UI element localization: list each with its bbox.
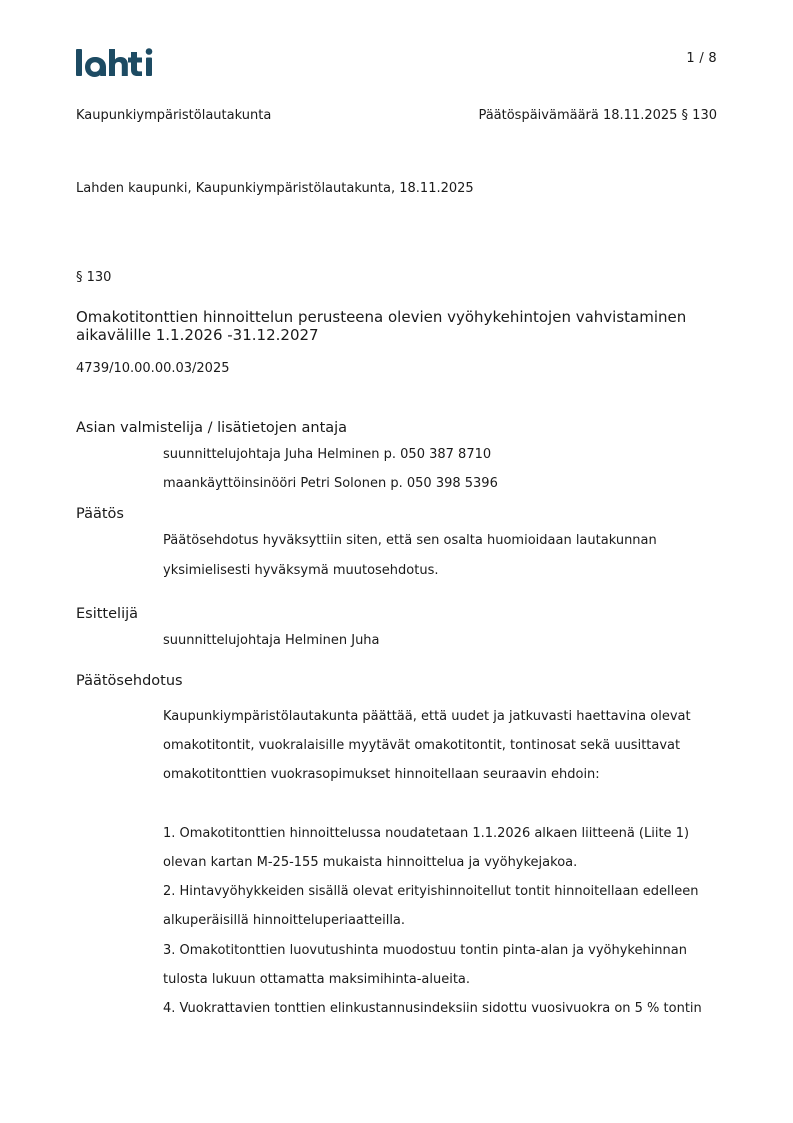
case-number: 4739/10.00.00.03/2025 <box>76 361 230 376</box>
section-number: § 130 <box>76 270 112 285</box>
decision-date: Päätöspäivämäärä 18.11.2025 § 130 <box>478 108 717 123</box>
decision-line: Päätösehdotus hyväksyttiin siten, että sen osalta huomioidaan lautakunnan <box>163 533 657 548</box>
preparer-line: maankäyttöinsinööri Petri Solonen p. 050 398 5396 <box>163 476 498 491</box>
proposal-heading: Päätösehdotus <box>76 673 183 689</box>
presenter-line: suunnittelujohtaja Helminen Juha <box>163 633 380 648</box>
preparers-heading: Asian valmistelija / lisätietojen antaja <box>76 420 348 436</box>
title-line: Omakotitonttien hinnoittelun perusteena olevien vyöhykehintojen vahvistaminen <box>76 308 687 326</box>
proposal-intro-line: omakotitontit, vuokralaisille myytävät omakotitontit, tontinosat sekä uusittavat <box>163 738 681 753</box>
proposal-item-line: 4. Vuokrattavien tonttien elinkustannusindeksiin sidottu vuosivuokra on 5 % tontin <box>163 1001 702 1016</box>
lahti-logo-icon <box>76 46 168 82</box>
proposal-item-line: 3. Omakotitonttien luovutushinta muodostuu tontin pinta-alan ja vyöhykehinnan <box>163 943 687 958</box>
lahti-logo <box>76 46 168 82</box>
title-line: aikavälille 1.1.2026 -31.12.2027 <box>76 326 319 344</box>
page-number: 1 / 8 <box>686 51 717 66</box>
proposal-item-line: 1. Omakotitonttien hinnoittelussa noudatetaan 1.1.2026 alkaen liitteenä (Liite 1) <box>163 826 690 841</box>
document-title <box>76 308 716 344</box>
meta-line: Lahden kaupunki, Kaupunkiympäristölautakunta, 18.11.2025 <box>76 181 474 196</box>
decision-heading: Päätös <box>76 506 124 522</box>
committee-name: Kaupunkiympäristölautakunta <box>76 108 272 123</box>
decision-line: yksimielisesti hyväksymä muutosehdotus. <box>163 563 439 578</box>
proposal-item-line: olevan kartan M-25-155 mukaista hinnoittelua ja vyöhykejakoa. <box>163 855 578 870</box>
proposal-intro-line: Kaupunkiympäristölautakunta päättää, että uudet ja jatkuvasti haettavina olevat <box>163 709 691 724</box>
proposal-item-line: alkuperäisillä hinnoitteluperiaatteilla. <box>163 913 406 928</box>
proposal-item-line: 2. Hintavyöhykkeiden sisällä olevat erityishinnoitellut tontit hinnoitellaan edelleen <box>163 884 699 899</box>
proposal-item-line: tulosta lukuun ottamatta maksimihinta-alueita. <box>163 972 471 987</box>
presenter-heading: Esittelijä <box>76 606 139 622</box>
preparer-line: suunnittelujohtaja Juha Helminen p. 050 387 8710 <box>163 447 492 462</box>
proposal-intro-line: omakotitonttien vuokrasopimukset hinnoitellaan seuraavin ehdoin: <box>163 767 600 782</box>
